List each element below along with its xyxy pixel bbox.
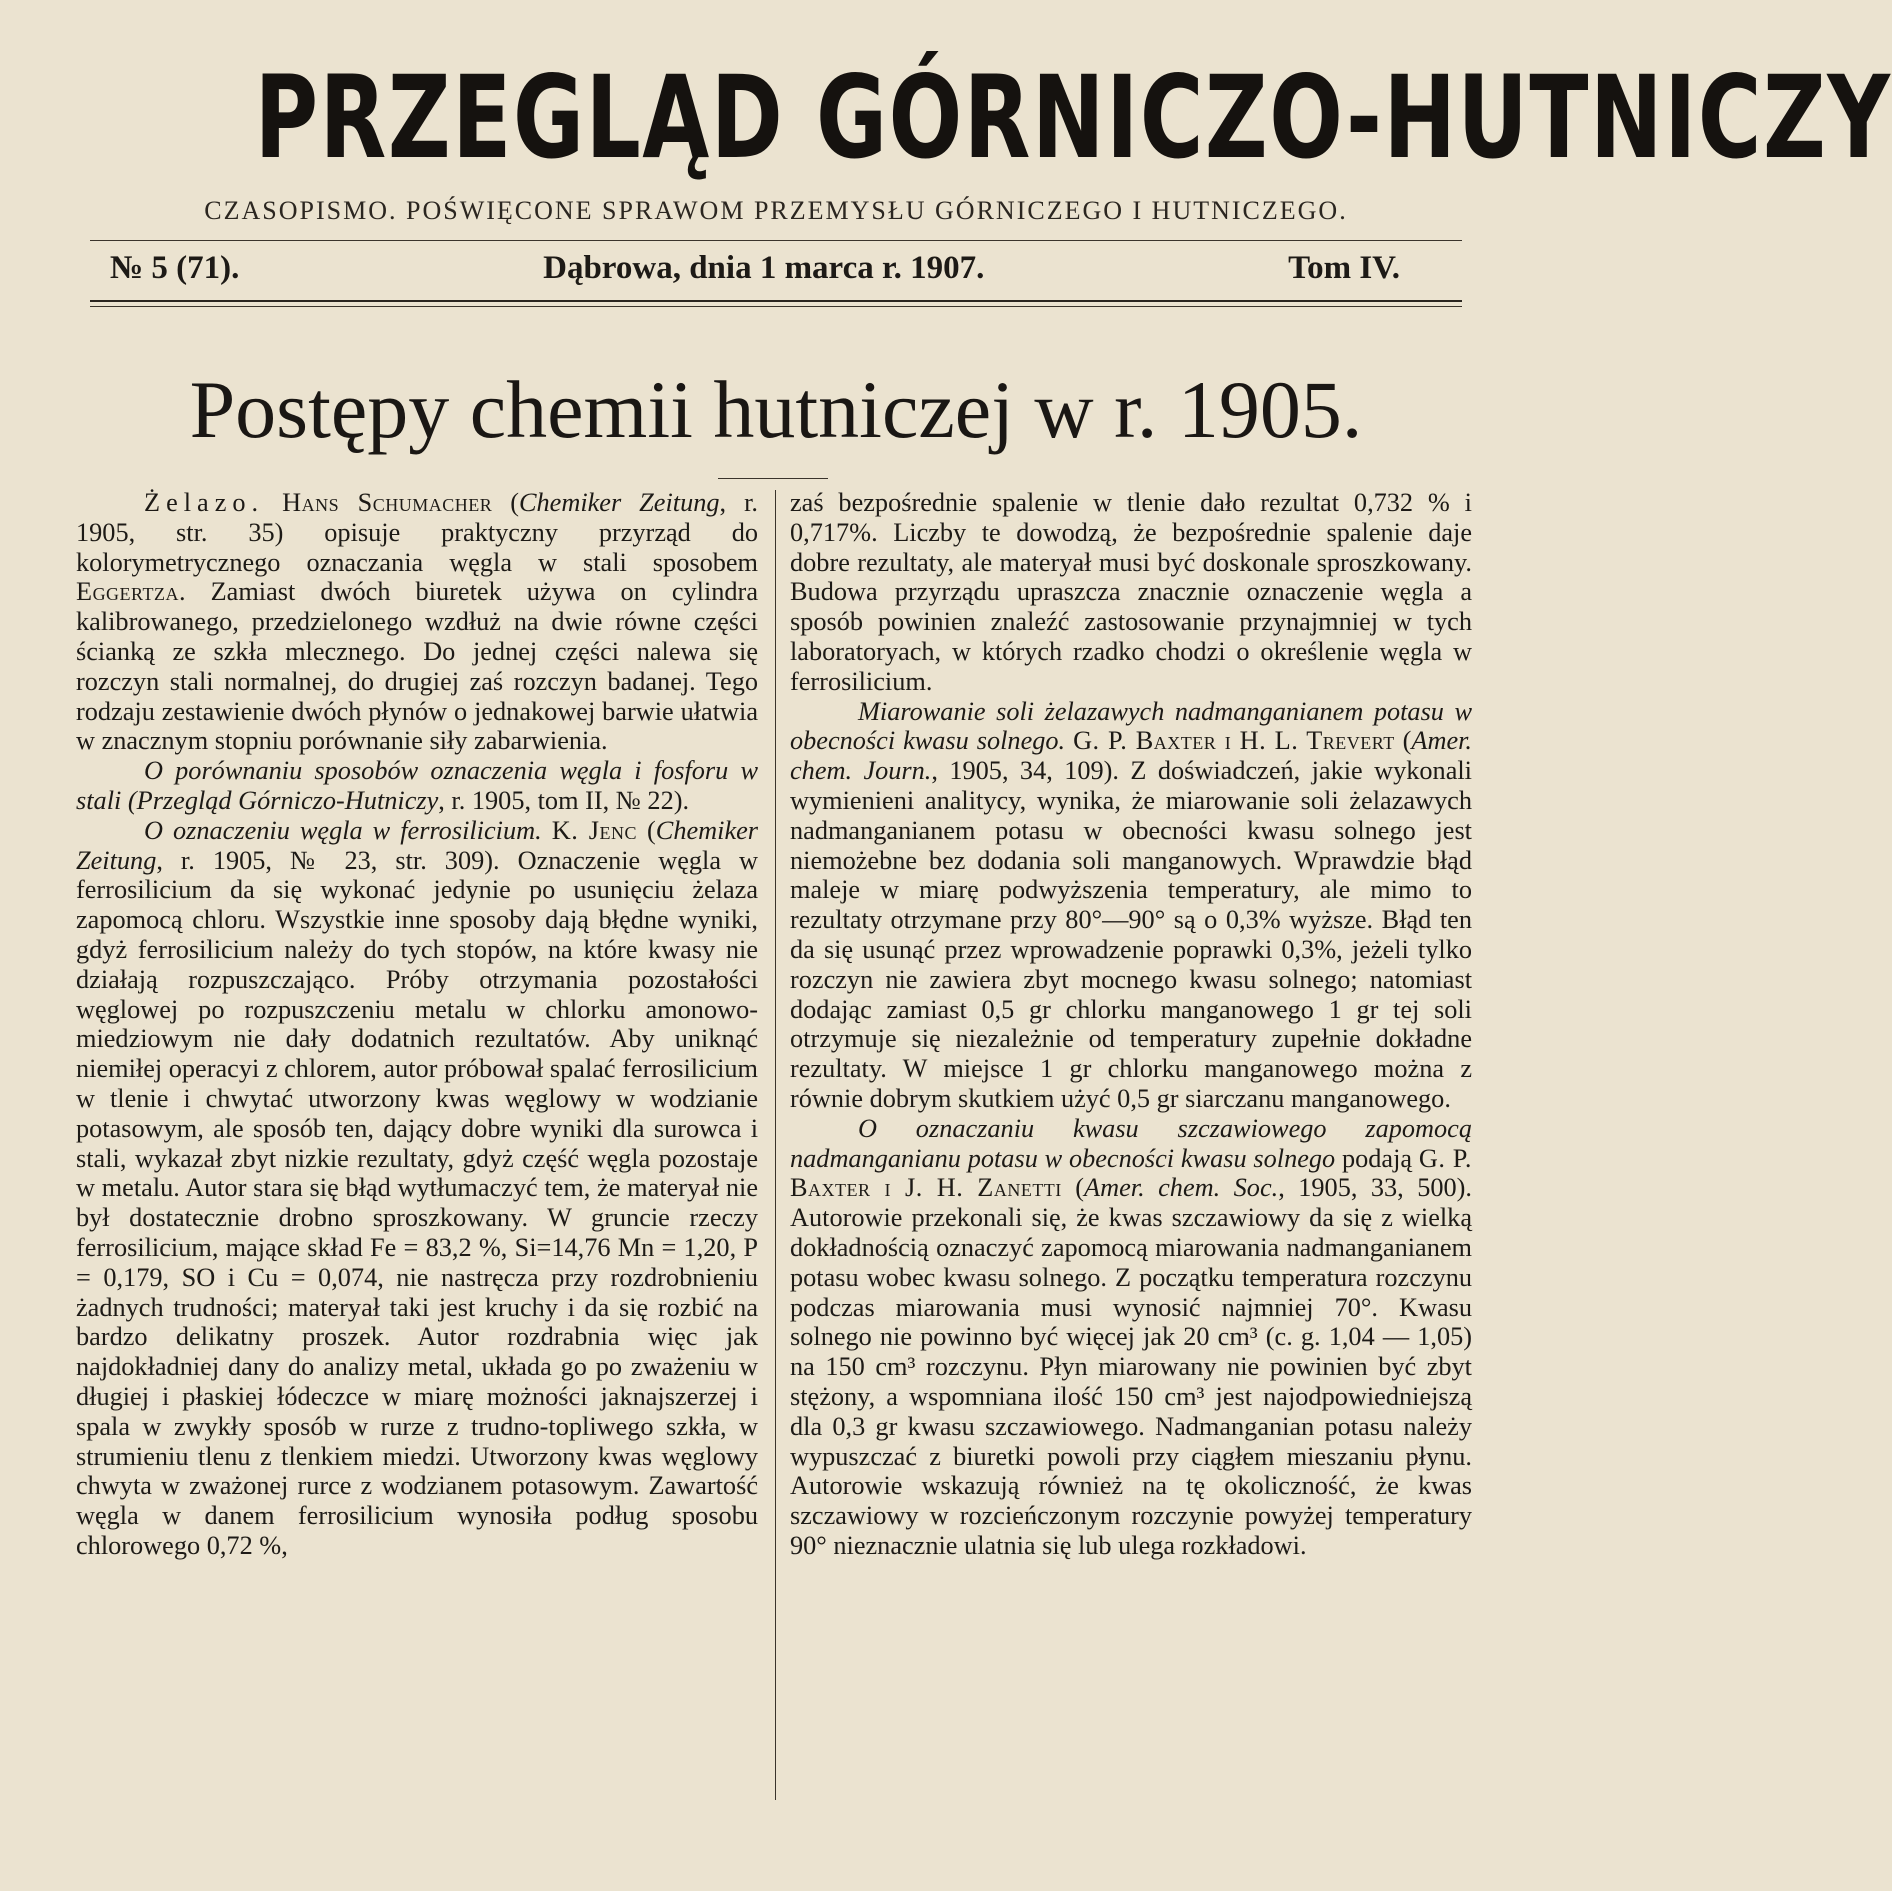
journal-name: Amer. chem. Soc. (1084, 1173, 1279, 1203)
journal-name: Chemiker Zeitung (76, 815, 759, 875)
article-title: Postępy chemii hutniczej w r. 1905. (189, 364, 1363, 455)
paragraph-text: . Zamiast dwóch biuretek używa on cylindra kalibrowanego, przedzielonego wzdłuż na dwie równe części ścianką ze szkła mlecznego. Do jednej części nalewa się rozczyn stali normalnej, do drugiej zaś rozczyn badanej. Tego rodzaju zestawienie dwóch płynów o jednakowej barwie ułatwia w znacznym stopniu porównanie siły zabarwienia. (76, 577, 758, 756)
paragraph (76, 488, 758, 756)
section-lead: Żelazo. (144, 488, 265, 517)
paren: ( (637, 815, 656, 845)
header-rule-top (90, 240, 1462, 241)
paragraph-text: podają (1335, 1143, 1419, 1173)
left-column (76, 488, 758, 1561)
journal-subtitle: CZASOPISMO. POŚWIĘCONE SPRAWOM PRZEMYSŁU GÓRNICZEGO I HUTNICZEGO. (204, 196, 1348, 225)
paragraph-italic: Miarowanie soli żelazawych nadmanganianem potasu w obecności kwasu solnego. (790, 696, 1472, 756)
paragraph-italic: O porównaniu sposobów oznaczenia węgla i fosforu w stali (Przegląd Górniczo-Hutniczy (76, 756, 758, 815)
author-name: G. P. Baxter i J. H. Zanetti (790, 1143, 1472, 1203)
paragraph-text: , 1905, 34, 109). Z doświadczeń, jakie wykonali wymienieni analitycy, wynika, że miarowanie soli żelazawych nadmanganianem potasu w obecności kwasu solnego jest niemożebne bez dodania soli manganowych. Wprawdzie błąd maleje w miarę podwyższenia temperatury, ale mimo to rezultaty otrzymane przy 80°—90° są o 0,3% wyższe. Błąd ten da się usunąć przez wprowadzenie poprawki 0,3%, jeżeli tylko rozczyn nie zawiera zbyt mocnego kwasu solnego; natomiast dodając zamiast 0,5 gr chlorku manganowego 1 gr tej soli otrzymuje się niezależnie od temperatury zupełnie dokładne rezultaty. W miejsce 1 gr chlorku manganowego można z równie dobrym skutkiem użyć 0,5 gr siarczanu manganowego. (790, 756, 1472, 1113)
paragraph-italic: O oznaczeniu węgla w ferrosilicium. (144, 815, 542, 845)
paragraph-text: , r. 1905, str. 35) opisuje praktyczny przyrząd do kolorymetrycznego oznaczania węgla w stali sposobem (76, 488, 758, 577)
paren: ( (1061, 1173, 1085, 1203)
paragraph-text: , r. 1905, № 23, str. 309). Oznaczenie węgla w ferrosilicium da się wykonać jedynie po usunięciu żelaza zapomocą chloru. Wszystkie inne sposoby dają błędne wyniki, gdyż ferrosilicium należy do tych stopów, na które kwasy nie działają rozpuszczająco. Próby otrzymania pozostałości węglowej po rozpuszczeniu metalu w chlorku amonowo-miedziowym nie dały dodatnich rezultatów. Aby uniknąć niemiłej operacyi z chlorem, autor próbował spalać ferrosilicium w tlenie i chwytać utworzony kwas węglowy w wodzianie potasowym, ale sposób ten, dający dobre wyniki dla surowca i stali, wykazał zbyt nizkie rezultaty, gdyż część węgla pozostaje w metalu. Autor stara się błąd wytłumaczyć tem, że materyał nie był dostatecznie drobno sproszkowany. W gruncie rzeczy ferrosilicium, mające skład Fe = 83,2 %, Si=14,76 Mn = 1,20, P = 0,179, SO i Cu = 0,074, nie nastręcza przy rozdrobnieniu żadnych trudności; materyał taki jest kruchy i da się rozbić na bardzo delikatny proszek. Autor rozdrabnia więc jak najdokładniej dany do analizy metal, układa go po zważeniu w długiej i płaskiej łódeczce w miarę możności jaknajszerzej i spala w zwykły sposób w rurze z trudno-topliwego szkła, w strumieniu tlenu z tlenkiem miedzi. Utworzony kwas węglowy chwyta w zważonej rurce z wodzianem potasowym. Zawartość węgla w danem ferrosilicium wynosiła podług sposobu chlorowego 0,72 %, (76, 845, 758, 1560)
paragraph-text: , r. 1905, tom II, № 22). (438, 785, 690, 815)
issue-info-bar (110, 250, 1400, 287)
issue-place-date: Dąbrowa, dnia 1 marca r. 1907. (543, 250, 985, 286)
paren: ( (492, 488, 519, 517)
paren: ( (1394, 726, 1412, 756)
paragraph (790, 697, 1472, 1114)
paragraph (76, 756, 758, 816)
paragraph (790, 488, 1472, 697)
title-divider (718, 478, 828, 479)
method-name: Eggertza (76, 577, 179, 607)
paragraph-text: zaś bezpośrednie spalenie w tlenie dało rezultat 0,732 % i 0,717%. Liczby te dowodzą, że bezpośrednie spalenie daje dobre rezultaty, ale materyał musi być doskonale sproszkowany. Budowa przyrządu upraszcza znacznie oznaczenie węgla a sposób powinien znaleźć zastosowanie przynajmniej w tych laboratoryach, w których rzadko chodzi o określenie węgla w ferrosilicium. (790, 488, 1472, 696)
journal-masthead: PRZEGLĄD GÓRNICZO-HUTNICZY (254, 51, 1892, 184)
journal-name: Chemiker Zeitung (518, 488, 720, 517)
right-column (790, 488, 1472, 1561)
column-divider (775, 490, 776, 1800)
paragraph (76, 816, 758, 1561)
author-name: Hans Schumacher (282, 488, 493, 517)
paragraph-italic: O oznaczaniu kwasu szczawiowego zapomocą nadmanganianu potasu w obecności kwasu solnego (790, 1113, 1472, 1173)
paragraph (790, 1114, 1472, 1561)
header-rule-bottom (90, 300, 1462, 302)
issue-number: № 5 (71). (110, 250, 240, 286)
author-name: G. P. Baxter i H. L. Trevert (1073, 726, 1395, 756)
author-name: K. Jenc (551, 815, 638, 845)
paragraph-text: , 1905, 33, 500). Autorowie przekonali się, że kwas szczawiowy da się z wielką dokładnością oznaczyć zapomocą miarowania nadmanganianem potasu wobec kwasu solnego. Z początku temperatura rozczynu podczas miarowania musi wynosić najmniej 70°. Kwasu solnego nie powinno być więcej jak 20 cm³ (c. g. 1,04 — 1,05) na 150 cm³ rozczynu. Płyn miarowany nie powinien być zbyt stężony, a wspomniana ilość 150 cm³ jest najodpowiedniejszą dla 0,3 gr kwasu szczawiowego. Nadmanganian potasu należy wypuszczać z biuretki powoli przy ciągłem mieszaniu płynu. Autorowie wskazują również na tę okoliczność, że kwas szczawiowy w rozcieńczonym rozczynie powyżej temperatury 90° nieznacznie ulatnia się lub ulega rozkładowi. (790, 1173, 1472, 1560)
journal-name: Amer. chem. Journ. (790, 726, 1473, 786)
header-rule-double (90, 306, 1462, 307)
issue-volume: Tom IV. (1288, 250, 1400, 286)
